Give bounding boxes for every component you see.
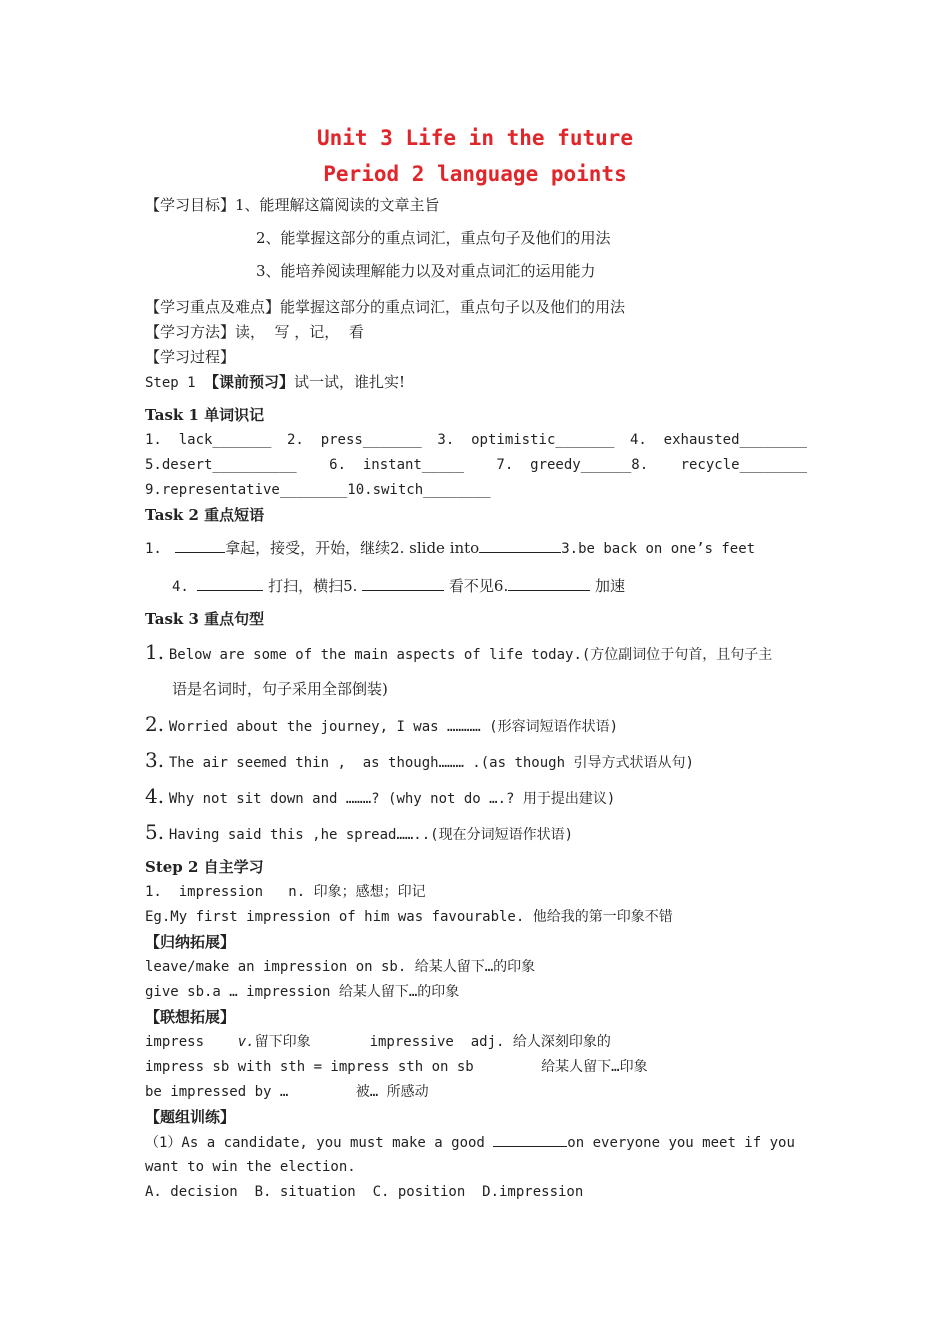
- sentence-text: Why not sit down and ………? (why not do ….? 用于提出建议): [168, 791, 616, 807]
- study-process: 【学习过程】: [145, 348, 236, 366]
- step1-label: 【课前预习】: [204, 373, 295, 391]
- objectives-line1: [145, 195, 440, 215]
- objectives-label: 【学习目标】: [145, 196, 236, 214]
- step2-heading: Step 2 自主学习: [145, 858, 264, 876]
- sentence-text: Worried about the journey, I was ………… (形容词短语作状语): [168, 719, 619, 735]
- sentence-number: 5.: [145, 820, 165, 844]
- answer-blank[interactable]: [197, 576, 263, 591]
- sentence-number: 1.: [145, 640, 165, 664]
- vocab-item: 1. lack_______: [145, 432, 272, 448]
- vocab-item: 2. press_______: [286, 432, 422, 448]
- assoc-pos: v.: [237, 1034, 255, 1050]
- task2-line2: [172, 576, 625, 597]
- study-method: 【学习方法】读， 写 ，记， 看: [145, 323, 364, 341]
- vocab-item: 5.desert__________: [145, 457, 297, 473]
- sentence-item-1-cont: 语是名词时，句子采用全部倒装): [172, 680, 388, 698]
- phrase-text: 3.be back on one’s feet: [561, 541, 756, 557]
- assoc-text: 留下印象 impressive adj. 给人深刻印象的: [254, 1034, 611, 1050]
- association-line-1: [145, 1032, 611, 1052]
- vocab-item: 7. greedy______8.: [496, 457, 649, 473]
- question-1-line1: [145, 1132, 795, 1153]
- phrase-text: 拿起，接受，开始，继续2. slide into: [225, 539, 480, 557]
- objective-1: 1、能理解这篇阅读的文章主旨: [235, 196, 440, 214]
- sentence-item-2: [145, 714, 618, 737]
- sentence-text: Having said this ,he spread……..(现在分词短语作状语): [168, 827, 574, 843]
- task1-row1: [145, 430, 807, 450]
- sentence-number: 3.: [145, 748, 165, 772]
- task2-line1: [145, 538, 755, 559]
- vocab-item: 3. optimistic_______: [437, 432, 615, 448]
- vocab-item: 6. instant_____: [329, 457, 464, 473]
- key-points: 【学习重点及难点】能掌握这部分的重点词汇，重点句子以及他们的用法: [145, 298, 626, 316]
- answer-blank[interactable]: [175, 538, 225, 553]
- task1-row2: [145, 455, 807, 475]
- task1-row3: 9.representative________10.switch________: [145, 482, 491, 498]
- step1-prefix: Step 1: [145, 375, 205, 391]
- assoc-word: impress: [145, 1034, 238, 1050]
- association-label: 【联想拓展】: [145, 1008, 236, 1026]
- step1-line: [145, 372, 405, 393]
- vocab-item: 4. exhausted________: [629, 432, 807, 448]
- summary-line-1: leave/make an impression on sb. 给某人留下…的印象: [145, 959, 536, 975]
- task3-heading: Task 3 重点句型: [145, 610, 265, 628]
- drill-label: 【题组训练】: [145, 1108, 236, 1126]
- phrase-text: 打扫，横扫5.: [263, 577, 363, 595]
- sentence-number: 2.: [145, 712, 165, 736]
- period-title: Period 2 language points: [323, 162, 627, 186]
- unit-title: Unit 3 Life in the future: [316, 126, 634, 150]
- answer-blank[interactable]: [508, 576, 590, 591]
- example-sentence: Eg.My first impression of him was favourable. 他给我的第一印象不错: [145, 909, 673, 925]
- sentence-item-3: [145, 750, 694, 773]
- vocab-item: recycle________: [680, 457, 807, 473]
- sentence-text: The air seemed thin , as though……… .(as though 引导方式状语从句): [168, 755, 694, 771]
- task1-heading: Task 1 单词识记: [145, 406, 265, 424]
- question-1-options: A. decision B. situation C. position D.impression: [145, 1184, 584, 1200]
- sentence-number: 4.: [145, 784, 165, 808]
- association-line-3: be impressed by … 被… 所感动: [145, 1084, 429, 1100]
- sentence-item-5: [145, 822, 573, 845]
- objective-2: 2、能掌握这部分的重点词汇，重点句子及他们的用法: [256, 229, 611, 247]
- summary-label: 【归纳拓展】: [145, 933, 236, 951]
- summary-line-2: give sb.a … impression 给某人留下…的印象: [145, 984, 460, 1000]
- step1-suffix: 试一试，谁扎实!: [294, 373, 406, 391]
- phrase-num-4: 4.: [172, 579, 198, 595]
- answer-blank[interactable]: [493, 1132, 567, 1147]
- sentence-item-1: [145, 642, 772, 665]
- phrase-num-1: 1.: [145, 541, 171, 557]
- phrase-text: 看不见6.: [444, 577, 509, 595]
- sentence-text: Below are some of the main aspects of life today.(方位副词位于句首，且句子主: [168, 647, 773, 663]
- answer-blank[interactable]: [479, 538, 561, 553]
- task2-heading: Task 2 重点短语: [145, 506, 265, 524]
- association-line-2: impress sb with sth = impress sth on sb 给某人留下…印象: [145, 1059, 648, 1075]
- question-1-line2: want to win the election.: [145, 1159, 356, 1175]
- word-entry: 1. impression n. 印象；感想；印记: [145, 884, 426, 900]
- question-text: （1）As a candidate, you must make a good: [145, 1135, 494, 1151]
- objective-3: 3、能培养阅读理解能力以及对重点词汇的运用能力: [256, 262, 596, 280]
- answer-blank[interactable]: [362, 576, 444, 591]
- question-text: on everyone you meet if you: [567, 1135, 795, 1151]
- phrase-text: 加速: [590, 577, 626, 595]
- sentence-item-4: [145, 786, 615, 809]
